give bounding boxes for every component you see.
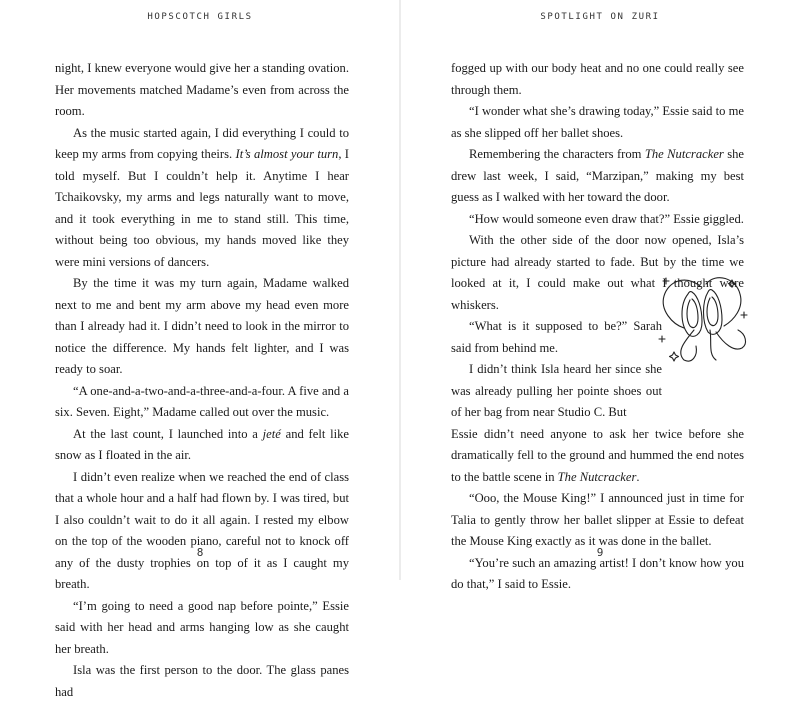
text-run: By the time it was my turn again, Madame walked next to me and bent my arm above my head even more than I already had it. I didn’t need to look in the mirror to notice the difference. My hands felt lighter, and I was ready to soar.	[55, 276, 349, 376]
page-number-right: 9	[596, 546, 604, 559]
paragraph	[451, 58, 744, 101]
paragraph	[55, 424, 349, 467]
text-run: “A one-and-a-two-and-a-three-and-a-four. A five and a six. Seven. Eight,” Madame called out over the music.	[55, 383, 349, 419]
left-page	[0, 0, 400, 699]
paragraph	[55, 467, 349, 596]
text-run: , I told myself. But I couldn’t help it. Anytime I hear Tchaikovsky, my arms and legs naturally want to move, and it took everything in me to stand still. This time, without being too obvious, my hands moved like they were mini versions of dancers.	[55, 147, 349, 269]
right-page	[400, 0, 800, 591]
text-run: “How would someone even draw that?” Essie giggled.	[469, 211, 744, 226]
page-number-left: 8	[196, 546, 204, 559]
running-head-right: SPOTLIGHT ON ZURI	[540, 12, 660, 22]
text-run: fogged up with our body heat and no one could really see through them.	[451, 61, 744, 97]
text-run: and felt like snow as I floated in the air.	[55, 426, 350, 462]
text-run: I didn’t even realize when we reached the end of class that a whole hour and a half had flown by. I was tired, but I also couldn’t wait to do it all again. I rested my elbow on the top of the wooden piano, careful not to knock off any of the dusty trophies on top of it as I caught my breath.	[55, 469, 349, 591]
paragraph	[55, 123, 349, 274]
italic-text: The Nutcracker	[644, 147, 724, 161]
text-run: Remembering the characters from	[469, 147, 645, 161]
text-run: .	[636, 469, 640, 484]
text-run: As the music started again, I did everything I could to keep my arms from copying theirs.	[55, 125, 349, 161]
text-run: “I wonder what she’s drawing today,” Essie said to me as she slipped off her ballet shoes.	[451, 104, 744, 140]
paragraph	[55, 58, 349, 123]
text-run: Essie didn’t need anyone to ask her twice before she dramatically fell to the ground and hummed the end notes to the battle scene in	[451, 426, 744, 484]
text-run: “You’re such an amazing artist! I don’t know how you do that,” I said to Essie.	[451, 555, 744, 591]
ballet-slippers-icon	[654, 272, 754, 364]
text-run: Isla was the first person to the door. The glass panes had	[55, 663, 349, 699]
paragraph	[55, 596, 349, 661]
text-run: I didn’t think Isla heard her since she was already pulling her pointe shoes out of her bag from near Studio C. But	[451, 362, 662, 419]
paragraph	[451, 144, 744, 209]
text-run: “I’m going to need a good nap before pointe,” Essie said with her head and arms hanging low as she caught her breath.	[55, 598, 349, 656]
italic-text: The Nutcracker	[557, 469, 637, 484]
text-run: “Ooo, the Mouse King!” I announced just in time for Talia to gently throw her ballet slipper at Essie to defeat the Mouse King exactly as it was done in the ballet.	[451, 491, 744, 548]
italic-text: jeté	[262, 426, 281, 441]
left-page-text	[55, 58, 349, 703]
text-run: night, I knew everyone would give her a standing ovation. Her movements matched Madame’s even from across the room.	[55, 61, 349, 118]
italic-text: It’s almost your turn	[235, 147, 339, 161]
running-head-left: HOPSCOTCH GIRLS	[147, 12, 253, 22]
paragraph	[55, 381, 349, 424]
text-run: she drew last week, I said, “Marzipan,” making my best guess as I walked with her toward the door.	[451, 147, 745, 204]
paragraph	[451, 316, 662, 359]
paragraph	[451, 101, 744, 144]
text-run: With the other side of the door now opened, Isla’s picture had already started to fade. But by the time we looked at it, I could make out what I thought were whiskers.	[451, 233, 744, 312]
paragraph	[451, 488, 744, 553]
paragraph	[451, 209, 744, 231]
text-run: “What is it supposed to be?” Sarah said from behind me.	[451, 319, 662, 355]
text-run: At the last count, I launched into a	[73, 426, 263, 441]
paragraph	[55, 660, 349, 703]
paragraph	[451, 424, 744, 489]
paragraph	[451, 359, 662, 424]
paragraph	[55, 273, 349, 381]
